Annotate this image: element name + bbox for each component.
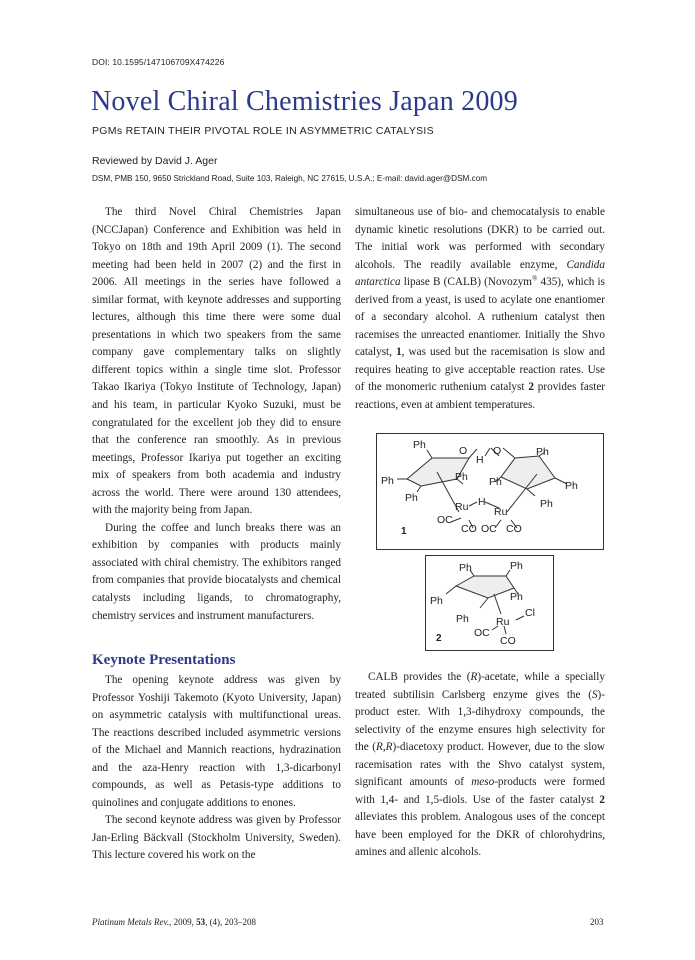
- chem-label: Ph: [536, 446, 549, 458]
- ruthenium-catalyst-structure: [425, 555, 554, 651]
- doi: DOI: 10.1595/147106709X474226: [92, 57, 225, 67]
- chem-label: Ph: [456, 613, 469, 625]
- chem-label: O: [493, 445, 502, 457]
- right-column-top: [355, 204, 605, 415]
- chem-label: Ph: [455, 471, 468, 483]
- chem-label: Ru: [496, 616, 510, 628]
- chem-label: Ru: [455, 501, 469, 513]
- chem-label: Ph: [413, 439, 426, 451]
- shvo-catalyst-structure: [376, 433, 604, 550]
- chem-label: Ph: [510, 560, 523, 572]
- chem-label: H: [478, 496, 486, 508]
- left-column-bottom: [92, 649, 341, 865]
- article-title: Novel Chiral Chemistries Japan 2009: [91, 86, 518, 117]
- chem-label: Ph: [405, 492, 418, 504]
- chem-label: Ph: [565, 480, 578, 492]
- chem-label: Ru: [494, 506, 508, 518]
- chem-label: CO: [500, 635, 516, 647]
- compound-number: 2: [436, 633, 442, 644]
- paragraph: simultaneous use of bio- and chemocatalysis to enable dynamic kinetic resolutions (DKR) to be carried out. The initial work was performed with secondary alcohols. The readily available enzyme, Candida antarctica lipase B (CALB) (Novozym® 435), which is derived from a yeast, is used to acylate one enantiomer of a secondary alcohol. A ruthenium catalyst then racemises the unreacted enantiomer. Initially the Shvo catalyst, 1, was used but the racemisation is slow and requires heating to give acceptable reaction rates. Use of the monomeric ruthenium catalyst 2 provides faster reactions, even at ambient temperatures.: [355, 206, 606, 412]
- chem-label: Ph: [540, 498, 553, 510]
- chem-label: O: [459, 445, 468, 457]
- chem-label: CO: [461, 523, 477, 535]
- chem-label: CO: [506, 523, 522, 535]
- left-column-top: [92, 204, 341, 625]
- paragraph: The second keynote address was given by Professor Jan-Erling Bäckvall (Stockholm University, Sweden). This lecture covered his work on the: [92, 814, 341, 862]
- chem-label: H: [476, 454, 484, 466]
- chem-label: Cl: [525, 607, 535, 619]
- chem-label: Ph: [459, 562, 472, 574]
- paragraph: CALB provides the (R)-acetate, while a specially treated subtilisin Carlsberg enzyme gives the (S)-product ester. With 1,3-dihydroxy compounds, the selectivity of the enzyme ensures high selectivity for the (R,R)-diacetoxy product. However, due to the slow racemisation rates with the Shvo catalyst system, significant amounts of meso-products were formed with 1,4- and 1,5-diols. Use of the faster catalyst 2 alleviates this problem. Analogous uses of the concept have been employed for the DKR of chlorohydrins, amines and allenic alcohols.: [355, 671, 605, 859]
- chem-label: OC: [481, 523, 497, 535]
- compound-number: 1: [401, 526, 407, 537]
- reviewer: Reviewed by David J. Ager: [92, 155, 218, 167]
- journal-citation: Platinum Metals Rev., 2009, 53, (4), 203–208: [92, 917, 257, 927]
- chem-label: Ph: [489, 476, 502, 488]
- section-heading: Keynote Presentations: [92, 652, 236, 668]
- chem-label: Ph: [510, 591, 523, 603]
- paragraph: The third Novel Chiral Chemistries Japan (NCCJapan) Conference and Exhibition was held in Tokyo on 18th and 19th April 2009 (1). The second meeting had been held in 2007 (2) and the first in 2006. All meetings in the series have followed a similar format, with keynote addresses and supporting lectures, although this time there were some dual presentations in which two speakers from the same company gave complementary talks on slightly different topics within a single time slot. Professor Takao Ikariya (Tokyo Institute of Technology, Japan) and his team, in particular Kyoko Suzuki, must be congratulated for the excellent job they did to ensure that the conference ran smoothly. As in previous meetings, Professor Ikariya put together an exciting mix of speakers from both academia and industry across the world. There were around 130 attendees, with the majority being from Japan.: [92, 206, 341, 517]
- page-number: 203: [590, 917, 604, 927]
- right-column-bottom: [355, 669, 605, 862]
- affiliation: DSM, PMB 150, 9650 Strickland Road, Suite 103, Raleigh, NC 27615, U.S.A.; E-mail: david.ager@DSM.com: [92, 174, 488, 183]
- chem-label: OC: [474, 627, 490, 639]
- article-subtitle: PGMs RETAIN THEIR PIVOTAL ROLE IN ASYMMETRIC CATALYSIS: [92, 125, 434, 137]
- chem-label: Ph: [430, 595, 443, 607]
- chem-label: OC: [437, 514, 453, 526]
- paragraph: During the coffee and lunch breaks there was an exhibition by companies with products mainly associated with chiral chemistry. The exhibitors ranged from companies that provide biocatalysts and chemical catalysts including ligands, to chromatography, chemistry services and instrument manufacturers.: [92, 521, 341, 622]
- paragraph: The opening keynote address was given by Professor Yoshiji Takemoto (Kyoto University, Japan) on asymmetric catalysis with multifunctional ureas. The reactions described included asymmetric versions of the Michael and Mannich reactions, hydrazination and the aza-Henry reaction with 1,3-dicarbonyl compounds, as well as Petasis-type additions to quinolines and conjugate additions to enones.: [92, 674, 341, 809]
- chem-label: Ph: [381, 475, 394, 487]
